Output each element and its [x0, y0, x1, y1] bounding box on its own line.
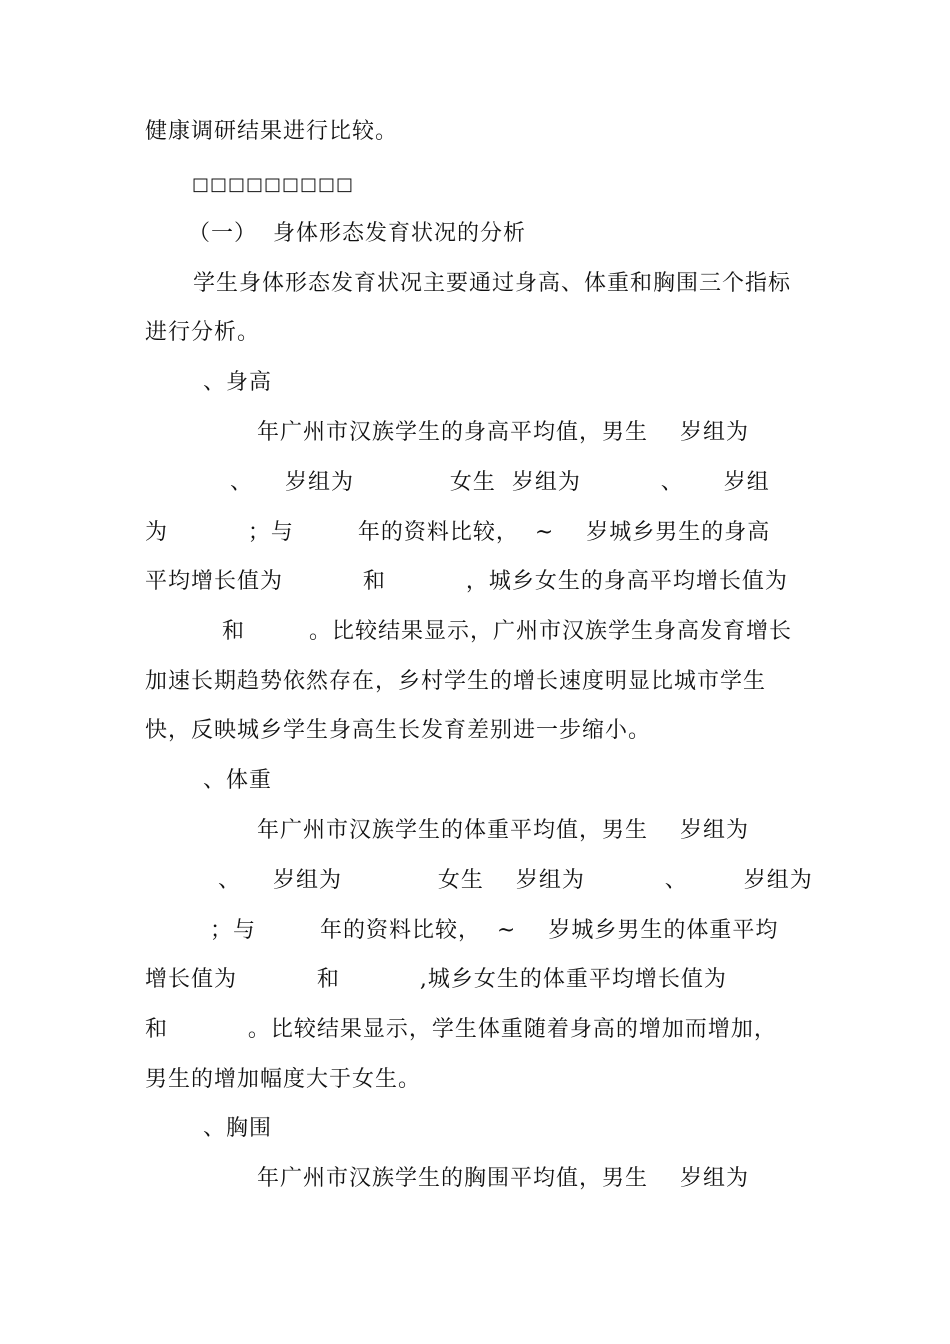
item-heading-height: 、身高 [203, 370, 273, 395]
text-line-20: 男生的增加幅度大于女生。 [145, 1067, 422, 1092]
text-line-9: 为 ；与 年的资料比较， ~ 岁城乡男生的身高 [145, 520, 771, 545]
text-line-19: 和 。比较结果显示，学生体重随着身高的增加而增加， [145, 1017, 777, 1042]
item-heading-chest: 、胸围 [203, 1116, 273, 1141]
text-line-22: 年广州市汉族学生的胸围平均值，男生 岁组为 [257, 1166, 749, 1191]
text-line-17: ；与 年的资料比较， ~ 岁城乡男生的体重平均 [210, 918, 779, 943]
text-line-8: 、 岁组为 女生 岁组为 、 岁组 [230, 470, 770, 495]
subsection-heading: （一） 身体形态发育状况的分析 [188, 221, 526, 246]
text-line-13: 快，反映城乡学生身高生长发育差别进一步缩小。 [145, 718, 652, 743]
text-line-15: 年广州市汉族学生的体重平均值，男生 岁组为 [257, 818, 749, 843]
item-heading-weight: 、体重 [203, 768, 273, 793]
text-line-12: 加速长期趋势依然存在，乡村学生的增长速度明显比城市学生 [145, 669, 767, 694]
text-line-5: 进行分析。 [145, 320, 261, 345]
text-line-11: 和 。比较结果显示，广州市汉族学生身高发育增长 [222, 619, 792, 644]
text-line-18: 增长值为 和 ,城乡女生的体重平均增长值为 [145, 967, 727, 992]
section-heading-garbled: □□□□□□□□□ [192, 174, 355, 195]
text-line-1: 健康调研结果进行比较。 [145, 119, 399, 144]
text-line-4: 学生身体形态发育状况主要通过身高、体重和胸围三个指标 [193, 271, 792, 296]
text-line-16: 、 岁组为 女生 岁组为 、 岁组为 [218, 868, 813, 893]
text-line-7: 年广州市汉族学生的身高平均值，男生 岁组为 [257, 420, 749, 445]
text-line-10: 平均增长值为 和 ，城乡女生的身高平均增长值为 [145, 569, 788, 594]
